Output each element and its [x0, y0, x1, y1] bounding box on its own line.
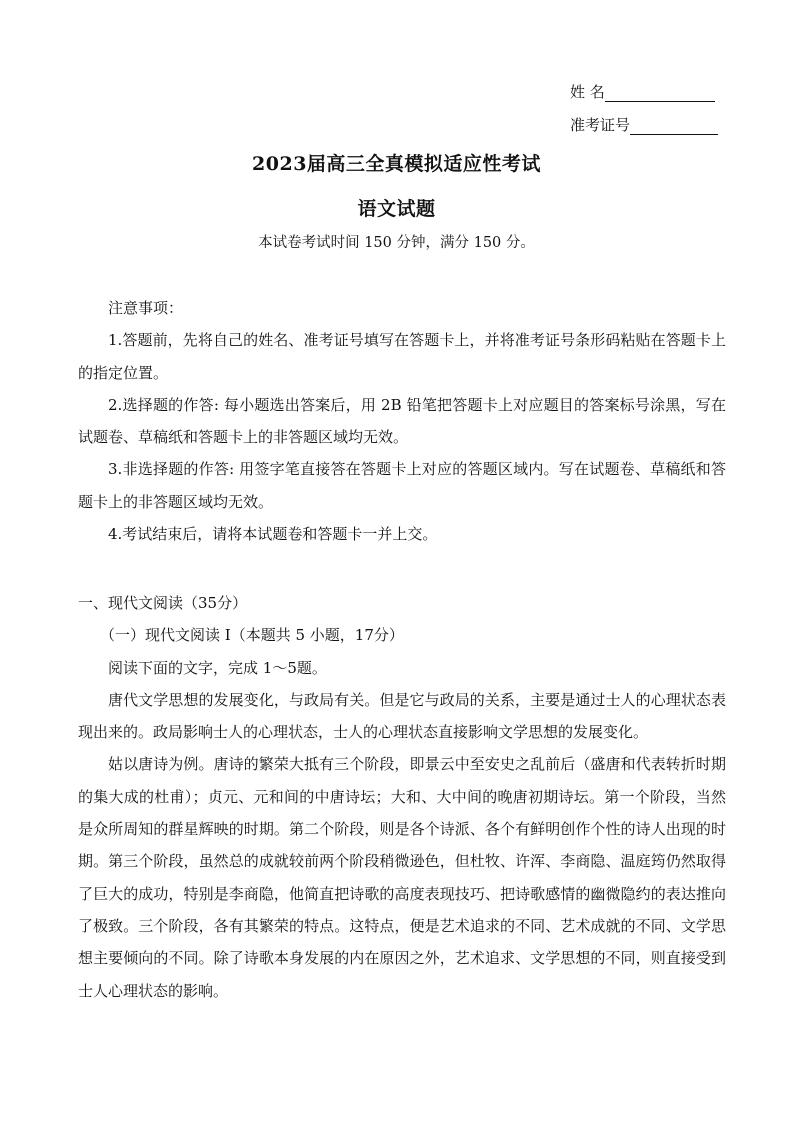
name-field [570, 82, 715, 102]
exam-id-label: 准考证号 [570, 116, 631, 134]
passage-paragraph: 姑以唐诗为例。唐诗的繁荣大抵有三个阶段，即景云中至安史之乱前后（盛唐和代表转折时期的集大成的杜甫）；贞元、元和间的中唐诗坛；大和、大中间的晚唐初期诗坛。第一个阶段，当然是众所周知的群星辉映的时期。第二个阶段，则是各个诗派、各个有鲜明创作个性的诗人出现的时期。第三个阶段，虽然总的成就较前两个阶段稍微逊色，但杜牧、许浑、李商隐、温庭筠仍然取得了巨大的成功，特别是李商隐，他简直把诗歌的高度表现技巧、把诗歌感情的幽微隐约的表达推向了极致。三个阶段，各有其繁荣的特点。这特点，便是艺术追求的不同、艺术成就的不同、文学思想主要倾向的不同。除了诗歌本身发展的内在原因之外，艺术追求、文学思想的不同，则直接受到士人心理状态的影响。 [78, 755, 726, 1000]
exam-id-blank[interactable] [630, 117, 718, 135]
exam-id-field [570, 115, 718, 135]
name-label: 姓 名 [570, 83, 605, 101]
subject-title: 语文试题 [357, 198, 436, 220]
notice-item: 1.答题前，先将自己的姓名、准考证号填写在答题卡上，并将准考证号条形码粘贴在答题卡上的指定位置。 [78, 331, 726, 382]
reading-section [78, 587, 726, 1007]
notice-heading: 注意事项： [108, 299, 184, 317]
notice-item: 4.考试结束后，请将本试题卷和答题卡一并上交。 [108, 525, 438, 544]
name-blank[interactable] [605, 84, 715, 102]
notice-item: 2.选择题的作答: 每小题选出答案后，用 2B 铅笔把答题卡上对应题目的答案标号涂黑，写在试题卷、草稿纸和答题卡上的非答题区域均无效。 [78, 395, 726, 447]
section-subheading: （一）现代文阅读 I（本题共 5 小题，17分） [100, 626, 404, 645]
section-heading: 一、现代文阅读（35分） [78, 594, 248, 612]
notice-block [78, 292, 726, 550]
passage-paragraph: 唐代文学思想的发展变化，与政局有关。但是它与政局的关系，主要是通过士人的心理状态表现出来的。政局影响士人的心理状态，士人的心理状态直接影响文学思想的发展变化。 [78, 690, 726, 742]
section-instruction: 阅读下面的文字，完成 1～5题。 [108, 658, 327, 677]
notice-item: 3.非选择题的作答: 用签字笔直接答在答题卡上对应的答题区域内。写在试题卷、草稿纸和答题卡上的非答题区域均无效。 [78, 460, 726, 511]
exam-title: 2023届高三全真模拟适应性考试 [252, 153, 541, 175]
exam-info: 本试卷考试时间 150 分钟，满分 150 分。 [258, 235, 535, 251]
